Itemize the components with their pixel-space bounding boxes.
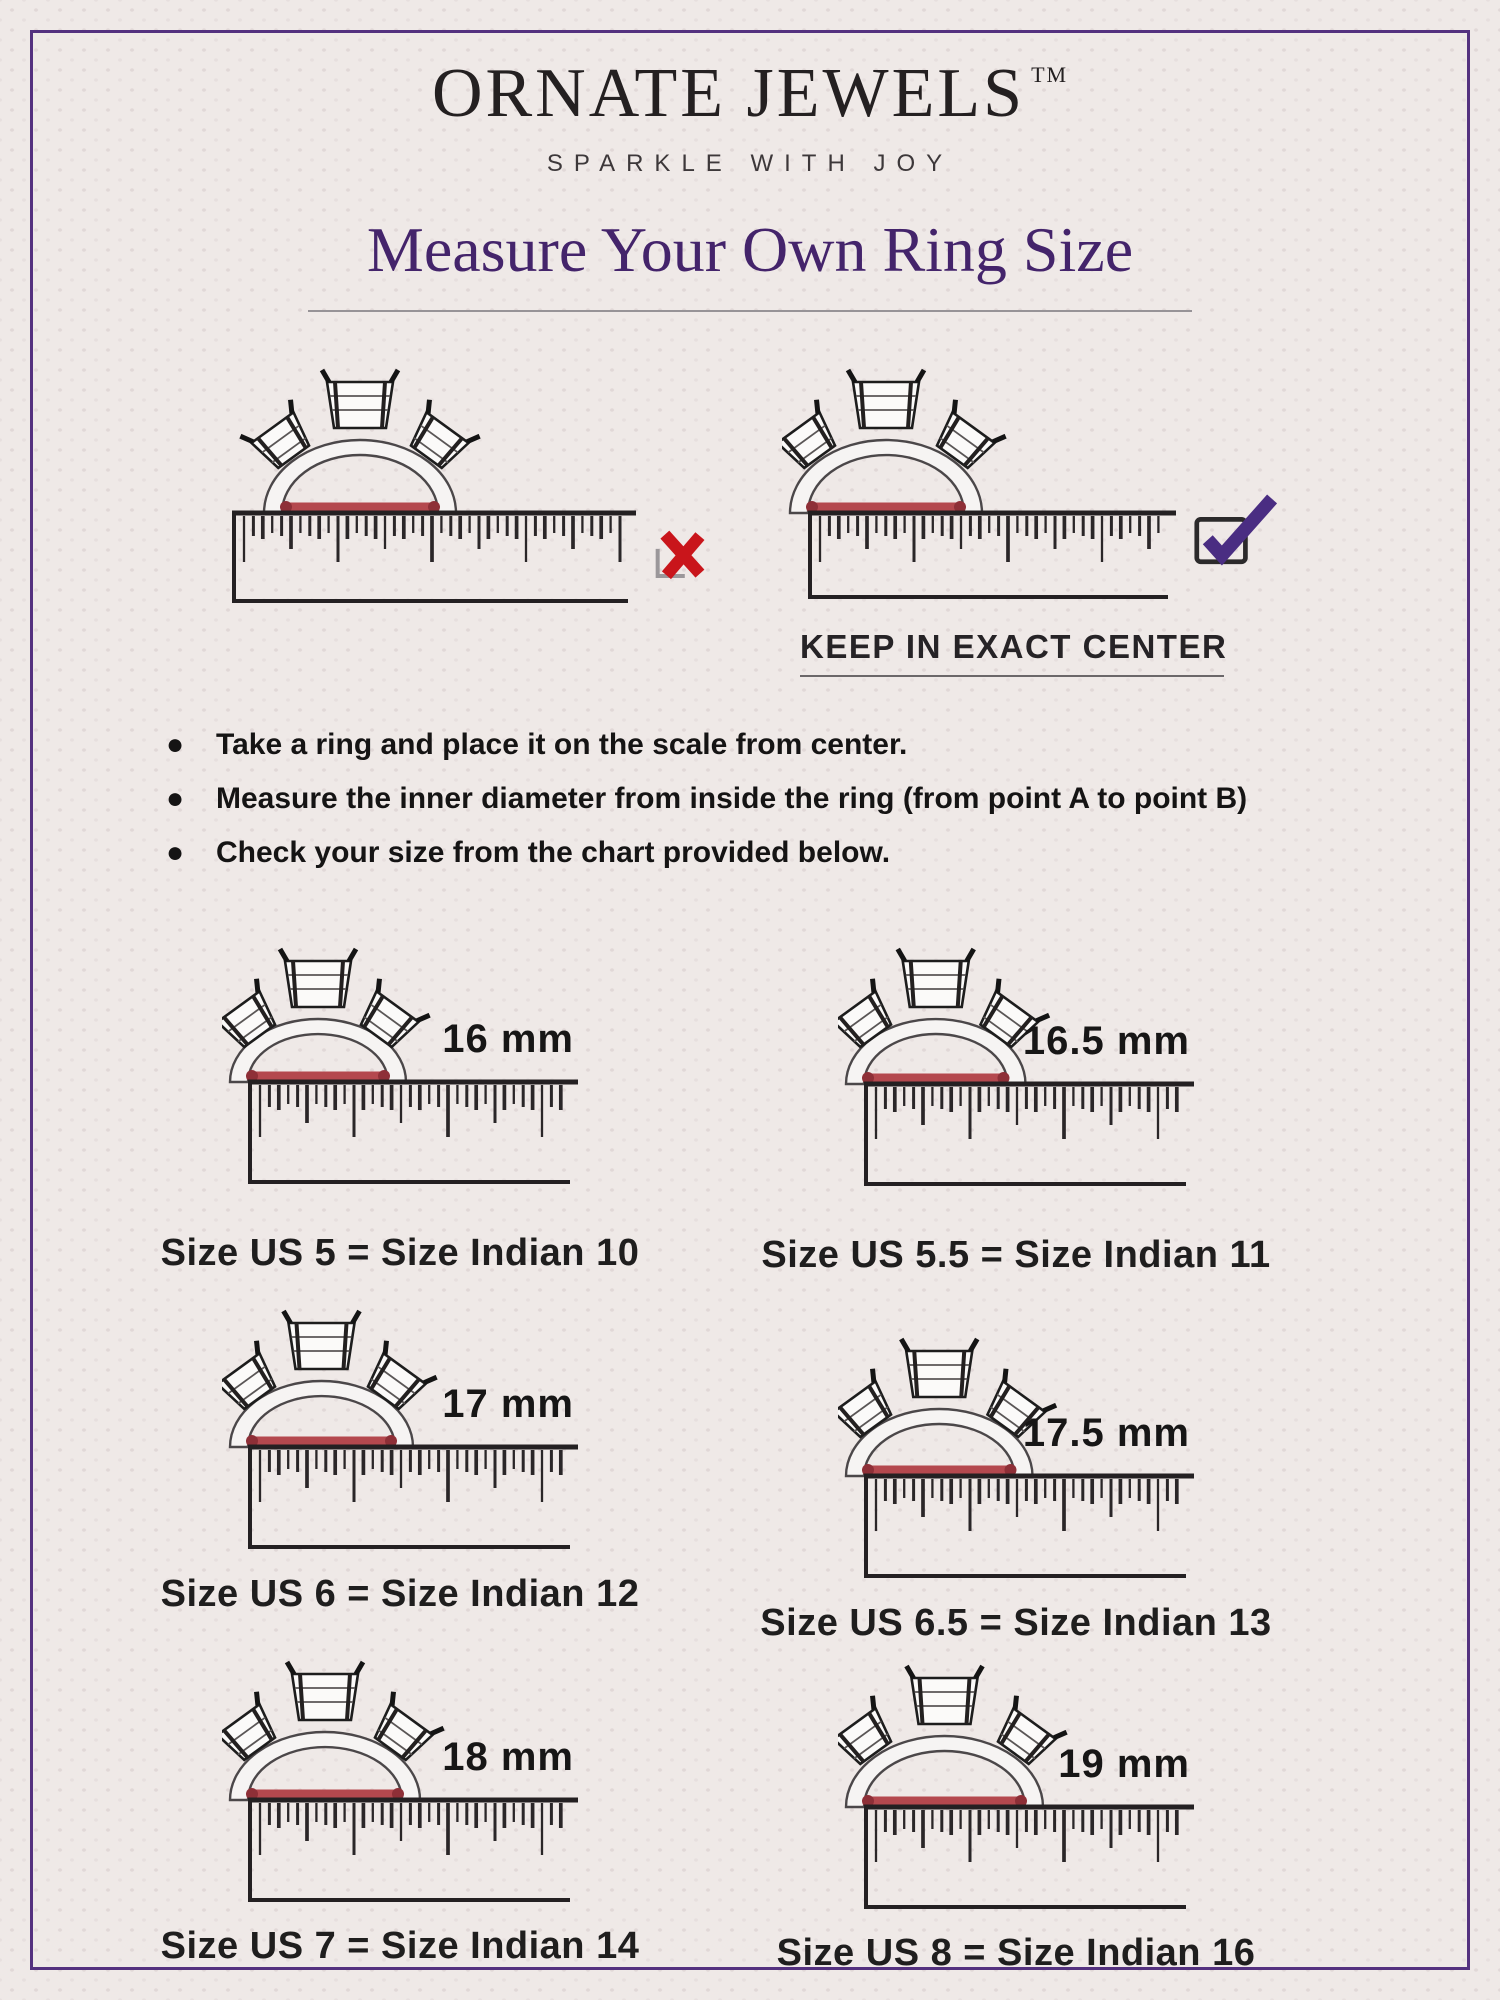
- size-caption: Size US 8 = Size Indian 16: [776, 1932, 1256, 1974]
- size-chart-item: [92, 935, 708, 1277]
- bullet-icon: ●: [166, 836, 185, 869]
- size-chart-grid: [92, 0, 1324, 2000]
- bullet-icon: ●: [166, 728, 185, 761]
- chart-row: [92, 935, 1324, 1277]
- size-chart-item: [708, 1648, 1324, 1975]
- chart-row: [92, 1297, 1324, 1645]
- size-caption: Size US 7 = Size Indian 14: [160, 1925, 640, 1967]
- instruction-text: Check your size from the chart provided below.: [216, 836, 891, 869]
- brand-tagline: SPARKLE WITH JOY: [546, 150, 954, 177]
- ring-on-ruler-illustration: [222, 947, 578, 1188]
- instruction-text: Take a ring and place it on the scale from center.: [216, 728, 908, 761]
- size-caption: Size US 5 = Size Indian 10: [160, 1232, 640, 1274]
- diameter-label: 19 mm: [1058, 1742, 1190, 1786]
- brand-name: ORNATE JEWELS: [431, 55, 1026, 132]
- size-chart-item: [708, 935, 1324, 1277]
- diameter-label: 16 mm: [442, 1017, 574, 1061]
- ring-on-ruler-illustration: [838, 947, 1194, 1190]
- chart-row: [92, 1648, 1324, 1975]
- keep-in-center-label: KEEP IN EXACT CENTER: [800, 628, 1224, 677]
- instruction-text: Measure the inner diameter from inside the ring (from point A to point B): [216, 782, 1248, 815]
- size-chart-item: [92, 1648, 708, 1975]
- size-caption: Size US 5.5 = Size Indian 11: [761, 1234, 1271, 1276]
- size-chart-item: [92, 1297, 708, 1645]
- diameter-label: 18 mm: [442, 1735, 574, 1779]
- ring-on-ruler-illustration: [222, 1309, 578, 1553]
- diameter-label: 16.5 mm: [1022, 1019, 1190, 1063]
- size-caption: Size US 6 = Size Indian 12: [160, 1573, 640, 1615]
- ring-on-ruler-illustration: [838, 1664, 1194, 1913]
- page-title: Measure Your Own Ring Size: [366, 214, 1134, 285]
- diameter-label: 17 mm: [442, 1382, 574, 1426]
- ring-on-ruler-illustration: [222, 1660, 578, 1906]
- trademark-symbol: TM: [1031, 62, 1069, 87]
- bullet-icon: ●: [166, 782, 185, 815]
- diameter-label: 17.5 mm: [1022, 1411, 1190, 1455]
- size-chart-item: [708, 1297, 1324, 1645]
- size-caption: Size US 6.5 = Size Indian 13: [760, 1602, 1272, 1644]
- ring-on-ruler-illustration: [838, 1337, 1194, 1582]
